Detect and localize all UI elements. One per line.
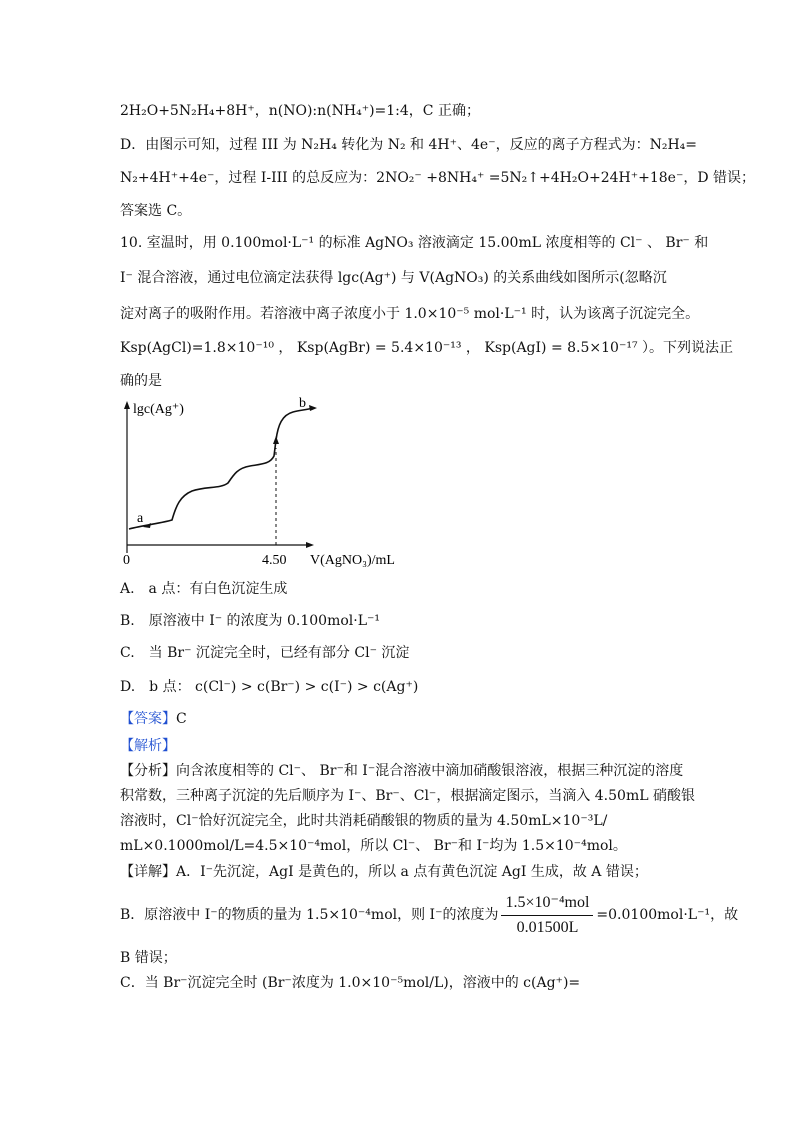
detail-b-suffix: =0.0100mol·L⁻¹，故 <box>596 907 739 923</box>
question-line: Ksp(AgCl)=1.8×10⁻¹⁰ ， Ksp(AgBr) = 5.4×10⁻¹³ ， Ksp(AgI) = 8.5×10⁻¹⁷ ）。下列说法正 <box>120 340 734 356</box>
answer-value: C <box>176 711 187 727</box>
xiangjie-tag: 【详解】 <box>120 864 176 880</box>
curve-arrow-mid <box>273 436 279 444</box>
question-line: I⁻ 混合溶液，通过电位滴定法获得 lgc(Ag⁺) 与 V(AgNO₃) 的关系曲线如图所示(忽略沉 <box>120 270 667 286</box>
origin-label: 0 <box>123 553 130 568</box>
detail-line <box>120 861 648 883</box>
text-line: N₂+4H⁺+4e⁻，过程 I-III 的总反应为：2NO₂⁻ +8NH₄⁺ =5N₂↑+4H₂O+24H⁺+18e⁻，D 错误； <box>120 170 756 186</box>
option-a: A. a 点：有白色沉淀生成 <box>120 581 288 597</box>
detail-b <box>120 892 738 938</box>
point-a-label: a <box>137 511 144 526</box>
answer-tag: 【答案】 <box>120 711 176 727</box>
question-line: 淀对离子的吸附作用。若溶液中离子浓度小于 1.0×10⁻⁵ mol·L⁻¹ 时，认为该离子沉淀完全。 <box>120 306 700 322</box>
fraction-numerator: 1.5×10⁻⁴mol <box>501 893 593 916</box>
curve-arrow-b <box>309 405 317 411</box>
x-axis-label: V(AgNO₃)/mL <box>310 553 395 568</box>
detail-a: A．I⁻先沉淀，AgI 是黄色的，所以 a 点有黄色沉淀 AgI 生成，故 A 错误； <box>176 864 648 880</box>
point-b-label: b <box>299 396 306 411</box>
option-b: B. 原溶液中 I⁻ 的浓度为 0.100mol·L⁻¹ <box>120 613 381 629</box>
titration-curve <box>129 408 313 529</box>
text-line: 2H₂O+5N₂H₄+8H⁺，n(NO):n(NH₄⁺)=1:4，C 正确； <box>120 103 480 119</box>
analysis-line <box>120 760 683 782</box>
x-axis-arrow <box>306 542 314 548</box>
option-c: C. 当 Br⁻ 沉淀完全时，已经有部分 Cl⁻ 沉淀 <box>120 645 410 661</box>
titration-figure <box>110 398 410 578</box>
y-axis-label: lgc(Ag⁺) <box>133 402 184 417</box>
detail-b-prefix: B．原溶液中 I⁻的物质的量为 1.5×10⁻⁴mol，则 I⁻的浓度为 <box>120 907 499 923</box>
answer-line <box>120 708 187 730</box>
text-line: D．由图示可知，过程 III 为 N₂H₄ 转化为 N₂ 和 4H⁺、4e⁻，反应的离子方程式为：N₂H₄= <box>120 137 698 153</box>
analysis-tag: 【解析】 <box>120 738 176 754</box>
question-line: 确的是 <box>120 373 162 389</box>
analysis-line: 积常数，三种离子沉淀的先后顺序为 I⁻、Br⁻、Cl⁻，根据滴定图示，当滴入 4.50mL 硝酸银 <box>120 788 695 804</box>
fenxi-text: 向含浓度相等的 Cl⁻、 Br⁻和 I⁻混合溶液中滴加硝酸银溶液，根据三种沉淀的溶度 <box>176 763 684 779</box>
detail-line: C．当 Br⁻沉淀完全时 (Br⁻浓度为 1.0×10⁻⁵mol/L)，溶液中的 c(Ag⁺)= <box>120 975 581 991</box>
fenxi-tag: 【分析】 <box>120 763 176 779</box>
x-tick-label: 4.50 <box>262 553 287 568</box>
analysis-line: 溶液时，Cl⁻恰好沉淀完全，此时共消耗硝酸银的物质的量为 4.50mL×10⁻³L/ <box>120 813 608 829</box>
detail-line: B 错误； <box>120 950 177 966</box>
text-line: 答案选 C。 <box>120 203 192 219</box>
question-line: 10. 室温时，用 0.100mol·L⁻¹ 的标准 AgNO₃ 溶液滴定 15.00mL 浓度相等的 Cl⁻ 、 Br⁻ 和 <box>120 235 709 251</box>
analysis-line: mL×0.1000mol/L=4.5×10⁻⁴mol，所以 Cl⁻、 Br⁻和 I⁻均为 1.5×10⁻⁴mol。 <box>120 838 627 854</box>
option-d: D. b 点： c(Cl⁻) > c(Br⁻) > c(I⁻) > c(Ag⁺) <box>120 679 419 695</box>
y-axis-arrow <box>124 401 130 409</box>
fraction <box>501 893 593 938</box>
fraction-denominator: 0.01500L <box>516 918 579 936</box>
